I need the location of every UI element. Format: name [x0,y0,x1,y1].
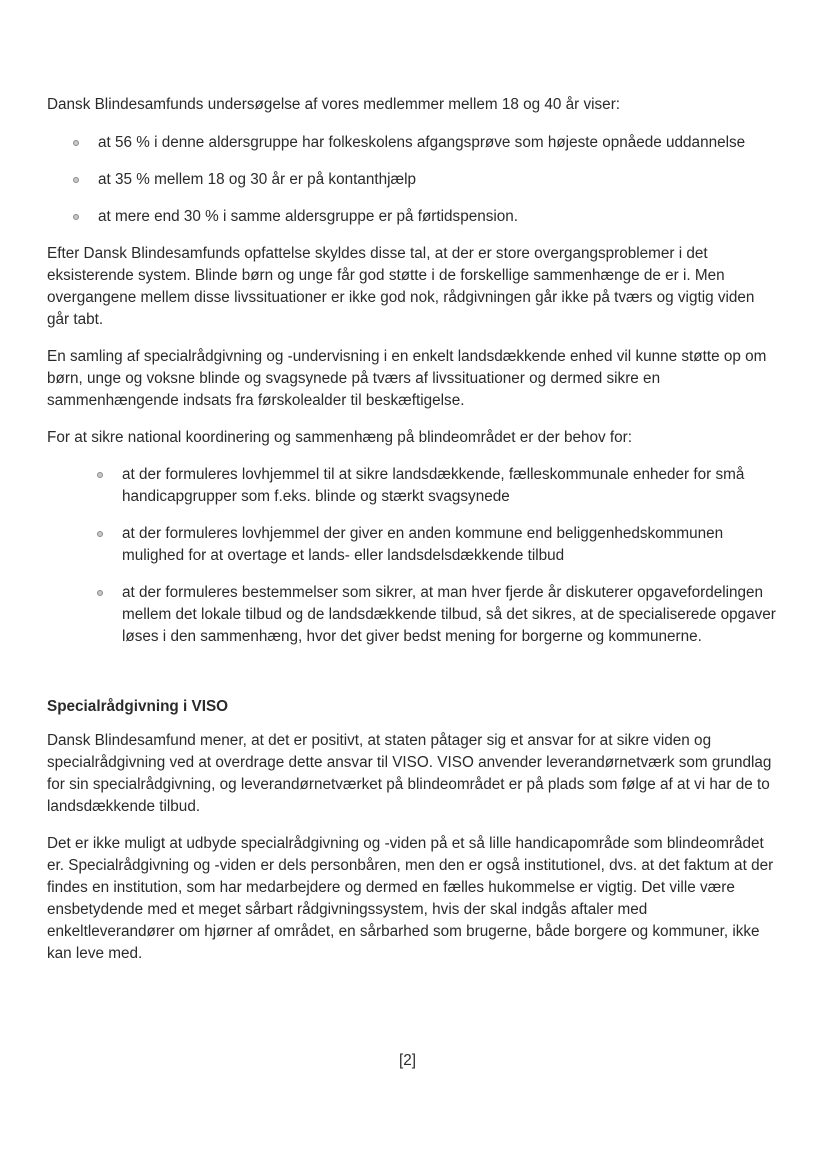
paragraph-viso-vulnerability: Det er ikke muligt at udbyde specialrådgivning og -viden på et så lille handicapområde som blindeområdet er. Specialrådgivning og -viden er dels personbåren, men den er også institutionel, dvs. at det faktum at der findes en institution, som har medarbejdere og dermed en fælles hukommelse er vigtig. Det ville være ensbetydende med et meget sårbart rådgivningssystem, hvis der skal indgås aftaler med enkeltleverandører om hjørner af området, en sårbarhed som brugerne, både borgere og kommuner, ikke kan leve med. [47,835,774,962]
paragraph-viso-positive: Dansk Blindesamfund mener, at det er positivt, at staten påtager sig et ansvar for at sikre viden og specialrådgivning ved at overdrage dette ansvar til VISO. VISO anvender leverandørnetværk som grundlag for sin specialrådgivning, og leverandørnetværket på blindeområdet er på plads som følge af at vi har de to landsdækkende tilbud. [47,732,772,815]
list-item: at mere end 30 % i samme aldersgruppe er på førtidspension. [47,206,777,228]
list-item: at der formuleres lovhjemmel til at sikre landsdækkende, fælleskommunale enheder for små handicapgrupper som f.eks. blinde og stærkt svagsynede [47,464,777,508]
needs-list [47,464,777,648]
paragraph-transition-problems: Efter Dansk Blindesamfunds opfattelse skyldes disse tal, at der er store overgangsproblemer i det eksisterende system. Blinde børn og unge får god støtte i de forskellige sammenhænge de er i. Men overgangene mellem disse livssituationer er ikke god nok, rådgivningen går ikke på tværs og vigtig viden går tabt. [47,245,755,328]
page-content [47,94,777,980]
intro-paragraph: Dansk Blindesamfunds undersøgelse af vores medlemmer mellem 18 og 40 år viser: [47,96,621,113]
list-item: at 35 % mellem 18 og 30 år er på kontanthjælp [47,169,777,191]
list-item: at der formuleres lovhjemmel der giver en anden kommune end beliggenhedskommunen mulighed for at overtage et lands- eller landsdelsdækkende tilbud [47,523,777,567]
section-heading: Specialrådgivning i VISO [47,698,229,715]
list-item: at 56 % i denne aldersgruppe har folkeskolens afgangsprøve som højeste opnåede uddannelse [47,132,777,154]
paragraph-needs-intro: For at sikre national koordinering og sammenhæng på blindeområdet er der behov for: [47,429,633,446]
findings-list [47,132,777,228]
list-item: at der formuleres bestemmelser som sikrer, at man hver fjerde år diskuterer opgavefordelingen mellem det lokale tilbud og de landsdækkende tilbud, så det sikres, at de specialiserede opgaver løses i den sammenhæng, hvor det giver bedst mening for borgerne og kommunerne. [47,582,777,648]
paragraph-national-unit: En samling af specialrådgivning og -undervisning i en enkelt landsdækkende enhed vil kunne støtte op om børn, unge og voksne blinde og svagsynede på tværs af livssituationer og dermed sikre en sammenhængende indsats fra førskolealder til beskæftigelse. [47,348,767,409]
page-number: [2] [398,1052,416,1069]
